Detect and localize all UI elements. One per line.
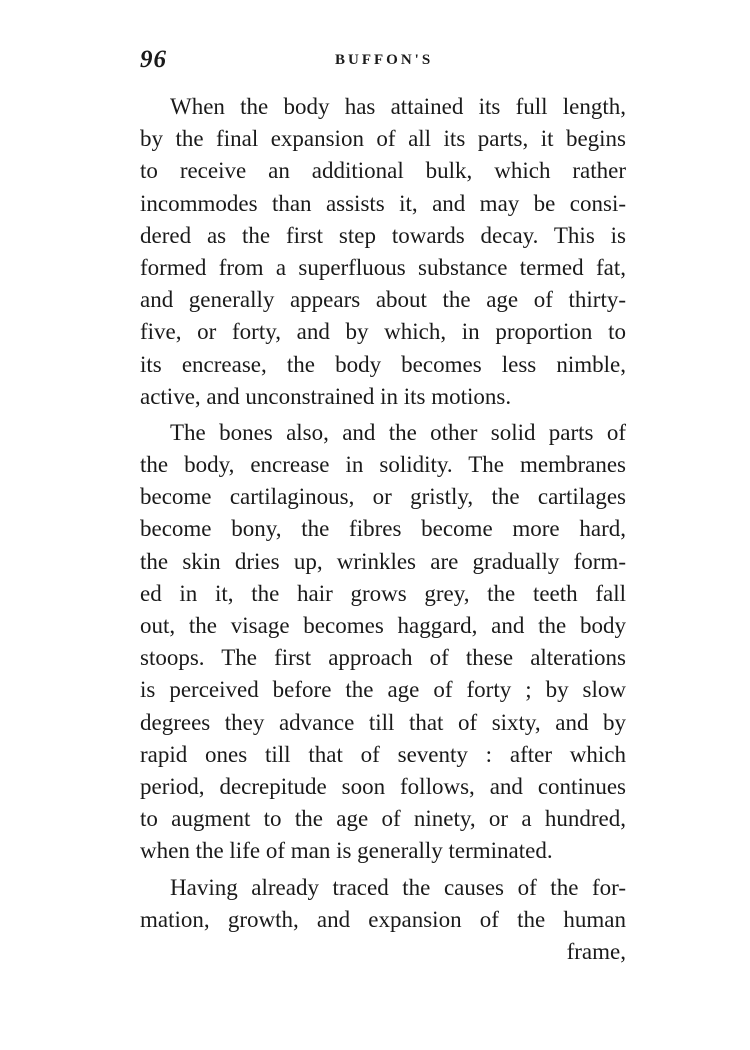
text-line: ed in it, the hair grows grey, the teeth fall [140, 580, 626, 606]
text-line: Having already traced the causes of the for- [170, 874, 626, 900]
text-line: mation, growth, and expansion of the human [140, 906, 626, 932]
text-line: when the life of man is generally terminated. [140, 838, 553, 864]
text-line: its encrease, the body becomes less nimble, [140, 351, 626, 377]
text-line: the body, encrease in solidity. The membranes [140, 452, 626, 478]
text-line: five, or forty, and by which, in proportion to [140, 319, 626, 345]
text-line: the skin dries up, wrinkles are gradually form- [140, 548, 626, 574]
text-line: is perceived before the age of forty ; by slow [140, 677, 626, 703]
text-line: When the body has attained its full length, [170, 94, 626, 119]
text-line: rapid ones till that of seventy : after which [140, 741, 626, 767]
text-line: become bony, the fibres become more hard, [140, 516, 626, 542]
text-line: to augment to the age of ninety, or a hundred, [140, 806, 626, 832]
text-line: by the final expansion of all its parts, it begins [140, 126, 626, 152]
catchword: frame, [566, 938, 626, 964]
page-number: 96 [140, 46, 167, 73]
text-line: formed from a superfluous substance termed fat, [140, 254, 626, 280]
text-line: The bones also, and the other solid parts of [170, 419, 626, 445]
text-line: degrees they advance till that of sixty, and by [140, 709, 626, 735]
text-line: incommodes than assists it, and may be consi- [140, 190, 626, 216]
text-line: period, decrepitude soon follows, and continues [140, 773, 626, 799]
running-head: BUFFON'S [335, 52, 434, 68]
text-line: to receive an additional bulk, which rather [140, 158, 626, 184]
body-text [140, 91, 626, 968]
text-line: active, and unconstrained in its motions. [140, 383, 512, 409]
text-line: stoops. The first approach of these alterations [140, 645, 626, 671]
text-line: out, the visage becomes haggard, and the body [140, 613, 626, 638]
text-line: become cartilaginous, or gristly, the cartilages [140, 484, 626, 510]
page-header [140, 46, 630, 76]
text-line: dered as the first step towards decay. This is [140, 222, 626, 248]
text-line: and generally appears about the age of thirty- [140, 287, 626, 313]
